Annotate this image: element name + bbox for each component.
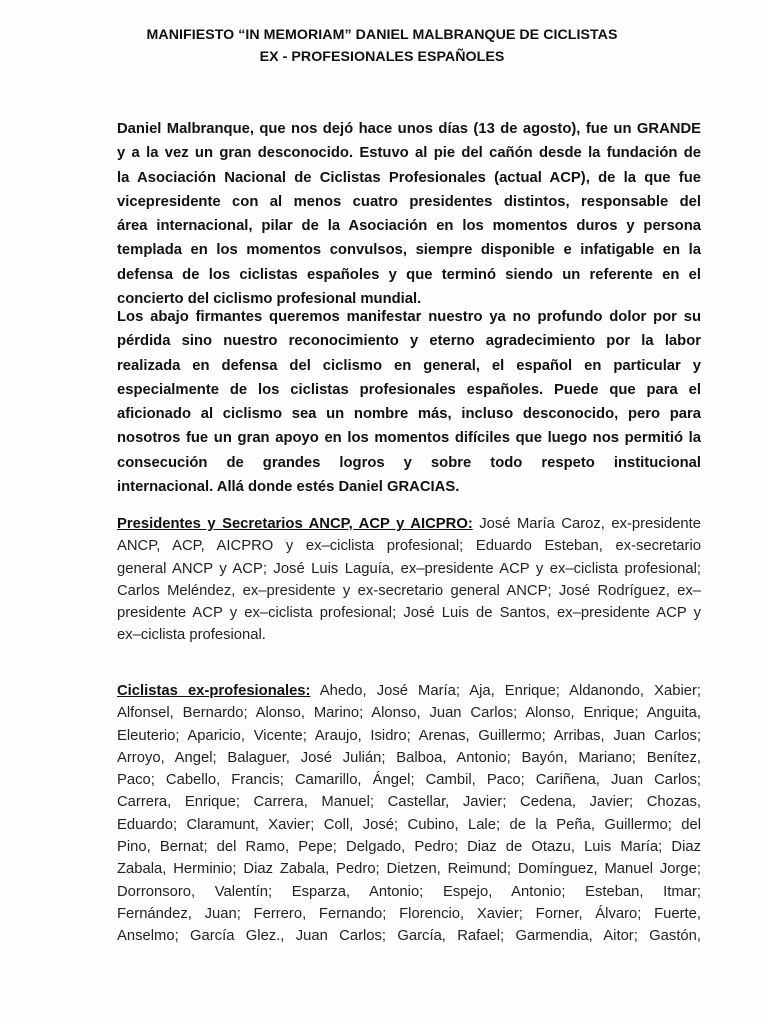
gratitude-paragraph: [117, 305, 701, 499]
cyclists-line: Alfonsel, Bernardo; Alonso, Marino; Alonso, Juan Carlos; Alonso, Enrique; Anguita,: [117, 705, 701, 722]
cyclists-heading: Ciclistas ex-profesionales:: [117, 683, 311, 699]
gratitude-line: Los abajo firmantes queremos manifestar nuestro ya no profundo dolor por su: [117, 309, 701, 325]
presidents-line: presidente ACP y ex–ciclista profesional; José Luis de Santos, ex–presidente ACP y: [117, 605, 701, 622]
gratitude-line: nosotros fue un gran apoyo en los momentos difíciles que luego nos permitió la: [117, 430, 701, 447]
presidents-first-line: José María Caroz, ex-presidente: [472, 516, 701, 532]
gratitude-line: especialmente de los ciclistas profesionales españoles. Puede que para el: [117, 381, 701, 398]
presidents-line: ANCP, ACP, AICPRO y ex–ciclista profesional; Eduardo Esteban, ex-secretario: [117, 538, 701, 555]
title-line-1: MANIFIESTO “IN MEMORIAM” DANIEL MALBRANQUE DE CICLISTAS: [146, 27, 618, 43]
presidents-line: general ANCP y ACP; José Luis Laguía, ex–presidente ACP y ex–ciclista profesional;: [117, 560, 701, 577]
document-title: [0, 24, 764, 68]
gratitude-line: internacional. Allá donde estés Daniel GRACIAS.: [117, 479, 460, 496]
cyclists-line: Carrera, Enrique; Carrera, Manuel; Castellar, Javier; Cedena, Javier; Chozas,: [117, 794, 701, 811]
intro-line: vicepresidente con al menos cuatro presidentes distintos, responsable del: [117, 193, 701, 210]
cyclists-line: Fernández, Juan; Ferrero, Fernando; Florencio, Xavier; Forner, Álvaro; Fuerte,: [117, 905, 701, 922]
presidents-section: [117, 513, 701, 647]
presidents-line: Carlos Meléndez, ex–presidente y ex-secretario general ANCP; José Rodríguez, ex–: [117, 582, 701, 599]
cyclists-line: Zabala, Herminio; Diaz Zabala, Pedro; Dietzen, Reimund; Domínguez, Manuel Jorge;: [117, 861, 701, 878]
gratitude-line: aficionado al ciclismo sea un nombre más, incluso desconocido, pero para: [117, 406, 701, 423]
cyclists-line: Dorronsoro, Valentín; Esparza, Antonio; Espejo, Antonio; Esteban, Itmar;: [117, 883, 701, 900]
intro-line: Daniel Malbranque, que nos dejó hace unos días (13 de agosto), fue un GRANDE: [117, 121, 701, 137]
cyclists-line: Eleuterio; Aparicio, Vicente; Araujo, Isidro; Arenas, Guillermo; Arribas, Juan Carlos;: [117, 727, 701, 744]
intro-line: la Asociación Nacional de Ciclistas Profesionales (actual ACP), de la que fue: [117, 169, 701, 186]
intro-line: defensa de los ciclistas españoles y que terminó siendo un referente en el: [117, 266, 701, 283]
presidents-line: ex–ciclista profesional.: [117, 627, 266, 644]
intro-line: área internacional, pilar de la Asociación en los momentos duros y persona: [117, 218, 701, 235]
gratitude-line: consecución de grandes logros y sobre todo respeto institucional: [117, 454, 701, 471]
gratitude-line: pérdida sino nuestro reconocimiento y eterno agradecimiento por la labor: [117, 333, 701, 350]
cyclists-line: Pino, Bernat; del Ramo, Pepe; Delgado, Pedro; Diaz de Otazu, Luis María; Diaz: [117, 839, 701, 856]
intro-paragraph: [117, 117, 701, 311]
title-line-2: EX - PROFESIONALES ESPAÑOLES: [259, 49, 505, 65]
intro-line: concierto del ciclismo profesional mundial.: [117, 291, 422, 308]
intro-line: y a la vez un gran desconocido. Estuvo al pie del cañón desde la fundación de: [117, 145, 701, 162]
presidents-heading: Presidentes y Secretarios ANCP, ACP y AICPRO:: [117, 516, 473, 532]
cyclists-line: Paco; Cabello, Francis; Camarillo, Ángel; Cambil, Paco; Cariñena, Juan Carlos;: [117, 772, 701, 789]
cyclists-first-line: Ahedo, José María; Aja, Enrique; Aldanondo, Xabier;: [310, 683, 702, 699]
cyclists-line: Eduardo; Claramunt, Xavier; Coll, José; Cubino, Lale; de la Peña, Guillermo; del: [117, 816, 701, 833]
cyclists-line: Arroyo, Angel; Balaguer, José Julián; Balboa, Antonio; Bayón, Mariano; Benítez,: [117, 749, 701, 766]
intro-line: templada en los momentos convulsos, siempre disponible e infatigable en la: [117, 242, 701, 259]
cyclists-line: Anselmo; García Glez., Juan Carlos; García, Rafael; Garmendia, Aitor; Gastón,: [117, 928, 701, 945]
gratitude-line: realizada en defensa del ciclismo en general, el español en particular y: [117, 357, 701, 374]
cyclists-section: [117, 680, 701, 948]
